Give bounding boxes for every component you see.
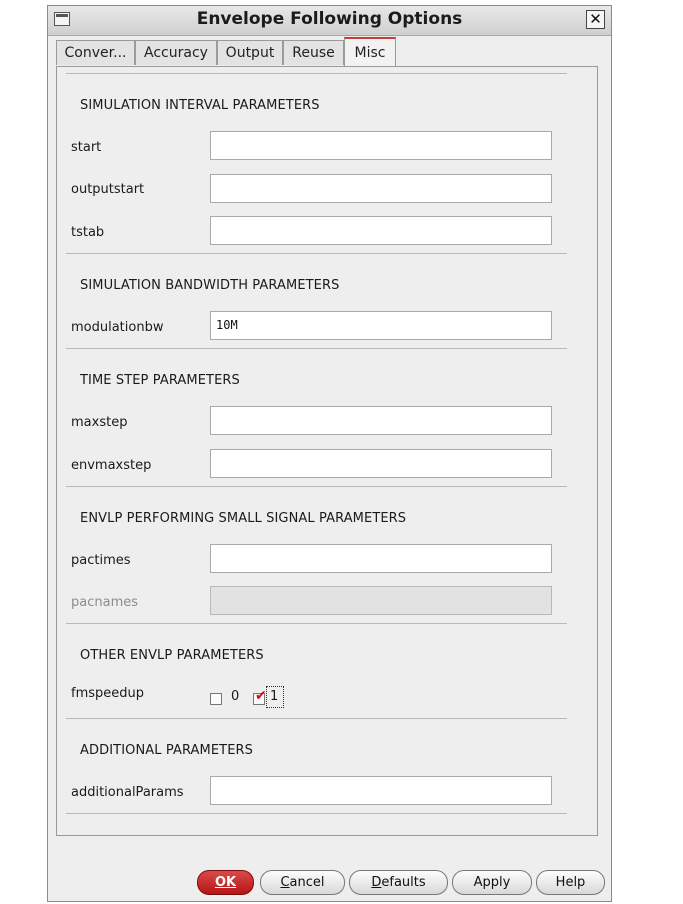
envmaxstep-label: envmaxstep (71, 458, 152, 473)
additionalparams-label: additionalParams (71, 785, 184, 800)
fmspeedup-1-checkbox[interactable] (253, 688, 267, 705)
separator (66, 813, 567, 814)
close-icon[interactable]: ✕ (586, 10, 605, 29)
pacnames-input (210, 586, 552, 615)
pacnames-label: pacnames (71, 595, 139, 610)
fmspeedup-label: fmspeedup (71, 686, 145, 701)
modulationbw-label: modulationbw (71, 320, 164, 335)
section-title-additional: ADDITIONAL PARAMETERS (80, 743, 254, 758)
separator (66, 253, 567, 254)
separator (66, 623, 567, 624)
start-input[interactable] (210, 131, 552, 160)
additionalparams-input[interactable] (210, 776, 552, 805)
misc-tab-panel (56, 66, 598, 836)
outputstart-label: outputstart (71, 182, 145, 197)
tstab-label: tstab (71, 225, 105, 240)
tstab-input[interactable] (210, 216, 552, 245)
outputstart-input[interactable] (210, 174, 552, 203)
modulationbw-input[interactable]: 10M (210, 311, 552, 340)
maxstep-label: maxstep (71, 415, 128, 430)
check-mark-icon: ✔ (255, 688, 267, 704)
separator (66, 348, 567, 349)
pactimes-label: pactimes (71, 553, 131, 568)
section-title-other: OTHER ENVLP PARAMETERS (80, 648, 264, 663)
defaults-button[interactable]: Defaults (349, 870, 448, 895)
tab-reuse[interactable]: Reuse (283, 40, 344, 65)
help-button[interactable]: Help (536, 870, 605, 895)
section-title-timestep: TIME STEP PARAMETERS (80, 373, 240, 388)
fmspeedup-1-label: 1 (270, 689, 279, 704)
apply-button[interactable]: Apply (452, 870, 532, 895)
dialog-title: Envelope Following Options (196, 9, 463, 29)
cancel-button[interactable]: Cancel (260, 870, 345, 895)
envmaxstep-input[interactable] (210, 449, 552, 478)
separator (66, 718, 567, 719)
tab-accuracy[interactable]: Accuracy (135, 40, 217, 65)
pactimes-input[interactable] (210, 544, 552, 573)
section-title-smallsignal: ENVLP PERFORMING SMALL SIGNAL PARAMETERS (80, 511, 407, 526)
envelope-options-dialog (47, 5, 612, 902)
fmspeedup-0-checkbox[interactable] (210, 693, 222, 705)
title-bar (48, 6, 611, 36)
maxstep-input[interactable] (210, 406, 552, 435)
section-title-bandwidth: SIMULATION BANDWIDTH PARAMETERS (80, 278, 340, 293)
tab-misc[interactable]: Misc (344, 37, 396, 66)
separator (66, 486, 567, 487)
tab-output[interactable]: Output (217, 40, 283, 65)
tab-convergence[interactable]: Conver... (56, 40, 135, 65)
fmspeedup-0-label: 0 (231, 689, 240, 704)
separator (66, 73, 567, 74)
start-label: start (71, 140, 102, 155)
section-title-interval: SIMULATION INTERVAL PARAMETERS (80, 98, 320, 113)
ok-button[interactable]: OK (197, 870, 254, 895)
